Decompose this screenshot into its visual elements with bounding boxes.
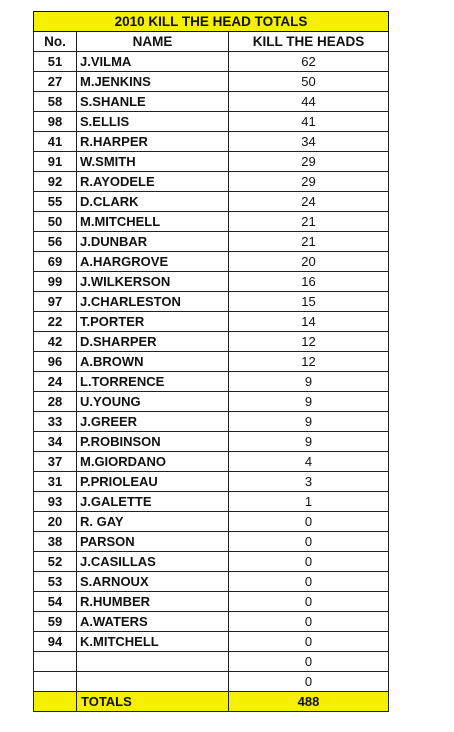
table-row <box>34 572 389 592</box>
kill-count: 0 <box>229 552 389 572</box>
player-number: 99 <box>34 272 77 292</box>
kill-count: 44 <box>229 92 389 112</box>
column-header-kills: KILL THE HEADS <box>229 32 389 52</box>
kill-count: 50 <box>229 72 389 92</box>
column-header-number: No. <box>34 32 77 52</box>
title-row <box>34 12 389 32</box>
player-name: J.VILMA <box>77 52 229 72</box>
kill-count: 0 <box>229 592 389 612</box>
kill-count: 20 <box>229 252 389 272</box>
table-row <box>34 472 389 492</box>
kill-count: 9 <box>229 372 389 392</box>
player-name: R.HUMBER <box>77 592 229 612</box>
kill-count: 3 <box>229 472 389 492</box>
kill-count: 0 <box>229 572 389 592</box>
player-number: 41 <box>34 132 77 152</box>
player-name: L.TORRENCE <box>77 372 229 392</box>
table-row <box>34 672 389 692</box>
kill-count: 0 <box>229 672 389 692</box>
kill-count: 24 <box>229 192 389 212</box>
totals-empty-cell <box>34 692 77 712</box>
table-row <box>34 552 389 572</box>
kill-count: 29 <box>229 152 389 172</box>
table-row <box>34 652 389 672</box>
table-row <box>34 92 389 112</box>
player-number: 34 <box>34 432 77 452</box>
player-number: 42 <box>34 332 77 352</box>
player-number: 22 <box>34 312 77 332</box>
kill-count: 9 <box>229 392 389 412</box>
table-row <box>34 292 389 312</box>
table-row <box>34 72 389 92</box>
player-number: 24 <box>34 372 77 392</box>
player-name: U.YOUNG <box>77 392 229 412</box>
player-name: J.GALETTE <box>77 492 229 512</box>
kill-count: 14 <box>229 312 389 332</box>
player-number: 37 <box>34 452 77 472</box>
player-name: A.WATERS <box>77 612 229 632</box>
table-row <box>34 232 389 252</box>
player-number: 94 <box>34 632 77 652</box>
table-row <box>34 412 389 432</box>
player-number: 92 <box>34 172 77 192</box>
table-row <box>34 352 389 372</box>
player-number: 59 <box>34 612 77 632</box>
table-row <box>34 112 389 132</box>
table-row <box>34 372 389 392</box>
kill-count: 0 <box>229 532 389 552</box>
player-number: 51 <box>34 52 77 72</box>
player-number: 50 <box>34 212 77 232</box>
kill-count: 16 <box>229 272 389 292</box>
player-name: D.CLARK <box>77 192 229 212</box>
player-name: A.HARGROVE <box>77 252 229 272</box>
table-row <box>34 132 389 152</box>
player-number: 96 <box>34 352 77 372</box>
table-row <box>34 312 389 332</box>
kill-count: 12 <box>229 352 389 372</box>
table-row <box>34 52 389 72</box>
player-number: 56 <box>34 232 77 252</box>
player-number: 52 <box>34 552 77 572</box>
table-row <box>34 592 389 612</box>
kill-count: 4 <box>229 452 389 472</box>
player-name: J.CHARLESTON <box>77 292 229 312</box>
player-number: 93 <box>34 492 77 512</box>
player-name: T.PORTER <box>77 312 229 332</box>
table-row <box>34 252 389 272</box>
table-row <box>34 392 389 412</box>
player-number: 98 <box>34 112 77 132</box>
player-name <box>77 672 229 692</box>
kill-count: 0 <box>229 612 389 632</box>
table-row <box>34 192 389 212</box>
player-name: P.PRIOLEAU <box>77 472 229 492</box>
player-number: 58 <box>34 92 77 112</box>
player-number: 27 <box>34 72 77 92</box>
player-number: 55 <box>34 192 77 212</box>
kill-count: 15 <box>229 292 389 312</box>
kill-count: 0 <box>229 632 389 652</box>
totals-row <box>34 692 389 712</box>
player-number: 91 <box>34 152 77 172</box>
player-name: S.ELLIS <box>77 112 229 132</box>
player-number <box>34 652 77 672</box>
kill-count: 0 <box>229 652 389 672</box>
player-name: W.SMITH <box>77 152 229 172</box>
player-name: S.ARNOUX <box>77 572 229 592</box>
player-name: R.HARPER <box>77 132 229 152</box>
player-name <box>77 652 229 672</box>
table-row <box>34 612 389 632</box>
player-name: J.WILKERSON <box>77 272 229 292</box>
table-row <box>34 632 389 652</box>
header-row <box>34 32 389 52</box>
kill-count: 21 <box>229 232 389 252</box>
player-number: 20 <box>34 512 77 532</box>
player-name: D.SHARPER <box>77 332 229 352</box>
kill-count: 21 <box>229 212 389 232</box>
player-number: 69 <box>34 252 77 272</box>
player-number: 33 <box>34 412 77 432</box>
kill-the-head-table <box>33 11 389 712</box>
player-name: PARSON <box>77 532 229 552</box>
table-row <box>34 512 389 532</box>
player-name: K.MITCHELL <box>77 632 229 652</box>
player-number: 97 <box>34 292 77 312</box>
table-row <box>34 532 389 552</box>
kill-count: 1 <box>229 492 389 512</box>
table-row <box>34 172 389 192</box>
totals-label: TOTALS <box>77 692 229 712</box>
kill-count: 12 <box>229 332 389 352</box>
kill-count: 0 <box>229 512 389 532</box>
player-name: J.CASILLAS <box>77 552 229 572</box>
kill-count: 41 <box>229 112 389 132</box>
player-name: J.GREER <box>77 412 229 432</box>
player-number: 38 <box>34 532 77 552</box>
kill-count: 9 <box>229 412 389 432</box>
kill-count: 34 <box>229 132 389 152</box>
table-row <box>34 492 389 512</box>
table-row <box>34 452 389 472</box>
table-row <box>34 272 389 292</box>
player-name: M.MITCHELL <box>77 212 229 232</box>
table-row <box>34 332 389 352</box>
table-title: 2010 KILL THE HEAD TOTALS <box>34 12 389 32</box>
player-name: A.BROWN <box>77 352 229 372</box>
player-name: M.GIORDANO <box>77 452 229 472</box>
player-name: J.DUNBAR <box>77 232 229 252</box>
player-number: 54 <box>34 592 77 612</box>
kill-count: 9 <box>229 432 389 452</box>
player-number: 28 <box>34 392 77 412</box>
player-number: 31 <box>34 472 77 492</box>
player-number: 53 <box>34 572 77 592</box>
player-name: M.JENKINS <box>77 72 229 92</box>
kill-count: 29 <box>229 172 389 192</box>
player-name: R. GAY <box>77 512 229 532</box>
player-name: P.ROBINSON <box>77 432 229 452</box>
player-number <box>34 672 77 692</box>
column-header-name: NAME <box>77 32 229 52</box>
table-row <box>34 212 389 232</box>
table-row <box>34 152 389 172</box>
player-name: R.AYODELE <box>77 172 229 192</box>
kill-count: 62 <box>229 52 389 72</box>
player-name: S.SHANLE <box>77 92 229 112</box>
table-row <box>34 432 389 452</box>
totals-value: 488 <box>229 692 389 712</box>
